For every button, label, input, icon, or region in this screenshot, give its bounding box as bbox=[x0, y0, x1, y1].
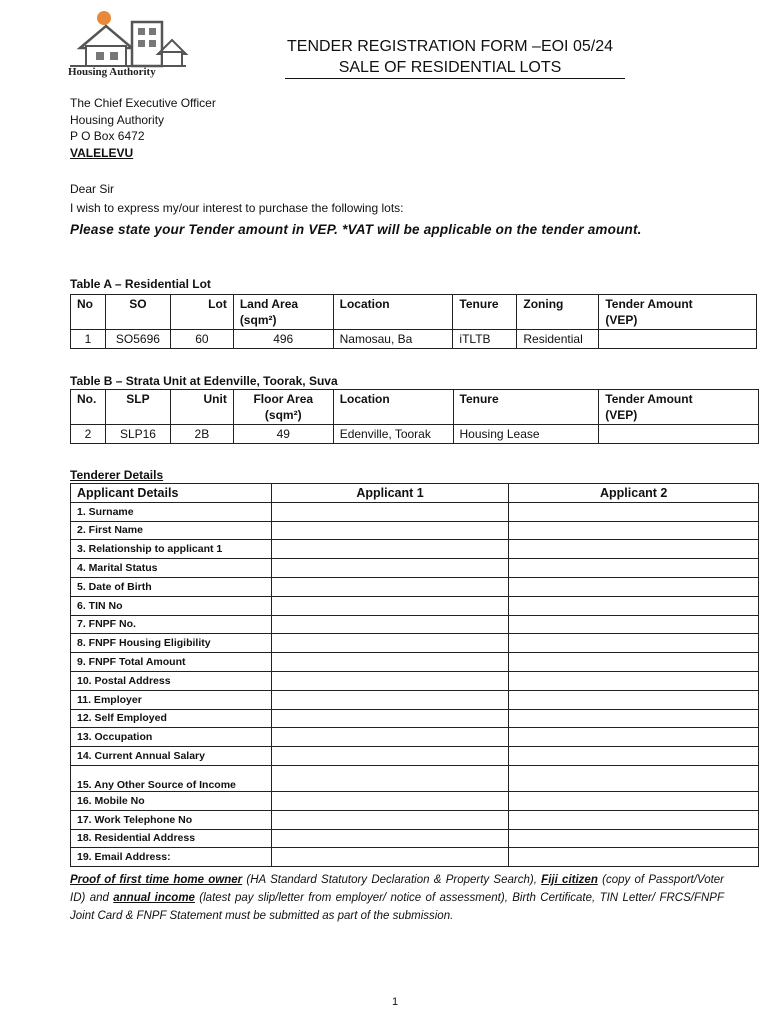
tenderer-details-table bbox=[70, 483, 759, 867]
field-label: 1. Surname bbox=[71, 502, 272, 521]
table-row bbox=[71, 596, 759, 615]
applicant-2-input[interactable] bbox=[509, 502, 759, 521]
vat-notice: Please state your Tender amount in VEP. *VAT will be applicable on the tender amount. bbox=[70, 222, 642, 237]
applicant-2-input[interactable] bbox=[509, 653, 759, 672]
applicant-1-input[interactable] bbox=[271, 559, 509, 578]
header-cell: Applicant 1 bbox=[271, 484, 509, 503]
table-row bbox=[71, 634, 759, 653]
header-cell: Zoning bbox=[517, 295, 599, 330]
field-label: 13. Occupation bbox=[71, 728, 272, 747]
footer-text: (HA Standard Statutory Declaration & Property Search), bbox=[242, 874, 542, 886]
cell: 60 bbox=[170, 330, 233, 349]
header-cell: No bbox=[71, 295, 106, 330]
applicant-1-input[interactable] bbox=[271, 690, 509, 709]
applicant-1-input[interactable] bbox=[271, 709, 509, 728]
table-row bbox=[71, 615, 759, 634]
cell: 1 bbox=[71, 330, 106, 349]
field-label: 18. Residential Address bbox=[71, 829, 272, 848]
applicant-1-input[interactable] bbox=[271, 577, 509, 596]
table-row bbox=[71, 330, 757, 349]
cell: SO5696 bbox=[105, 330, 170, 349]
header-cell: Location bbox=[333, 295, 453, 330]
applicant-1-input[interactable] bbox=[271, 596, 509, 615]
applicant-2-input[interactable] bbox=[509, 810, 759, 829]
cell: Residential bbox=[517, 330, 599, 349]
table-row bbox=[71, 765, 759, 791]
header-text: Land Area bbox=[239, 297, 299, 311]
title-line-2: SALE OF RESIDENTIAL LOTS bbox=[338, 59, 562, 76]
header-cell: Lot bbox=[170, 295, 233, 330]
table-row bbox=[71, 521, 759, 540]
page-number: 1 bbox=[391, 996, 399, 1008]
applicant-2-input[interactable] bbox=[509, 540, 759, 559]
cell: iTLTB bbox=[453, 330, 517, 349]
field-label: 10. Postal Address bbox=[71, 671, 272, 690]
tender-amount-input[interactable] bbox=[599, 425, 759, 444]
table-row bbox=[71, 653, 759, 672]
table-row bbox=[71, 559, 759, 578]
table-header-row bbox=[71, 295, 757, 330]
applicant-1-input[interactable] bbox=[271, 728, 509, 747]
applicant-1-input[interactable] bbox=[271, 634, 509, 653]
applicant-1-input[interactable] bbox=[271, 521, 509, 540]
field-label: 14. Current Annual Salary bbox=[71, 747, 272, 766]
header-cell: SO bbox=[105, 295, 170, 330]
address-line: P O Box 6472 bbox=[70, 129, 145, 143]
header-cell: SLP bbox=[105, 390, 170, 425]
header-text: Tender Amount bbox=[605, 297, 693, 311]
table-a-residential-lot bbox=[70, 294, 757, 349]
table-header-row bbox=[71, 484, 759, 503]
table-row bbox=[71, 540, 759, 559]
field-label: 19. Email Address: bbox=[71, 848, 272, 867]
cell: SLP16 bbox=[105, 425, 170, 444]
field-label: 3. Relationship to applicant 1 bbox=[71, 540, 272, 559]
address-line: The Chief Executive Officer bbox=[70, 96, 216, 110]
applicant-2-input[interactable] bbox=[509, 577, 759, 596]
field-label: 16. Mobile No bbox=[71, 791, 272, 810]
header-cell: Applicant 2 bbox=[509, 484, 759, 503]
cell: 2B bbox=[170, 425, 233, 444]
cell: 496 bbox=[233, 330, 333, 349]
applicant-2-input[interactable] bbox=[509, 521, 759, 540]
header-cell bbox=[233, 390, 333, 425]
header-cell: Unit bbox=[170, 390, 233, 425]
applicant-2-input[interactable] bbox=[509, 747, 759, 766]
cell: Edenville, Toorak bbox=[333, 425, 453, 444]
table-b-strata-unit bbox=[70, 389, 759, 444]
table-row bbox=[71, 848, 759, 867]
field-label: 2. First Name bbox=[71, 521, 272, 540]
header-cell: Tenure bbox=[453, 295, 517, 330]
applicant-2-input[interactable] bbox=[509, 848, 759, 867]
emphasis-text: Fiji citizen bbox=[541, 874, 598, 886]
table-b-caption: Table B – Strata Unit at Edenville, Toorak, Suva bbox=[70, 374, 338, 388]
applicant-2-input[interactable] bbox=[509, 596, 759, 615]
table-header-row bbox=[71, 390, 759, 425]
cell: Namosau, Ba bbox=[333, 330, 453, 349]
field-label: 4. Marital Status bbox=[71, 559, 272, 578]
address-line: VALELEVU bbox=[70, 146, 134, 160]
field-label: 17. Work Telephone No bbox=[71, 810, 272, 829]
applicant-1-input[interactable] bbox=[271, 810, 509, 829]
field-label: 5. Date of Birth bbox=[71, 577, 272, 596]
footer-text: (copy of Passport/Voter ID) and bbox=[70, 874, 725, 904]
applicant-2-input[interactable] bbox=[509, 671, 759, 690]
header-cell: No. bbox=[71, 390, 106, 425]
form-title bbox=[270, 36, 630, 78]
table-row bbox=[71, 425, 759, 444]
header-text: (VEP) bbox=[605, 408, 638, 422]
header-cell: Tenure bbox=[453, 390, 599, 425]
emphasis-text: annual income bbox=[113, 892, 195, 904]
address-line: Housing Authority bbox=[70, 113, 165, 127]
field-label: 7. FNPF No. bbox=[71, 615, 272, 634]
tenderer-caption: Tenderer Details bbox=[70, 468, 164, 482]
applicant-1-input[interactable] bbox=[271, 747, 509, 766]
applicant-2-input[interactable] bbox=[509, 829, 759, 848]
table-row bbox=[71, 502, 759, 521]
table-row bbox=[71, 690, 759, 709]
table-a-caption: Table A – Residential Lot bbox=[70, 277, 211, 291]
field-label: 12. Self Employed bbox=[71, 709, 272, 728]
table-row bbox=[71, 791, 759, 810]
applicant-1-input[interactable] bbox=[271, 540, 509, 559]
intro-text: I wish to express my/our interest to purchase the following lots: bbox=[70, 201, 404, 215]
header-text: Floor Area bbox=[253, 392, 314, 406]
emphasis-text: Proof of first time home owner bbox=[70, 874, 243, 886]
table-row bbox=[71, 810, 759, 829]
header-cell: Location bbox=[333, 390, 453, 425]
applicant-2-input[interactable] bbox=[509, 615, 759, 634]
tender-amount-input[interactable] bbox=[599, 330, 757, 349]
cell: 2 bbox=[71, 425, 106, 444]
header-text: (sqm²) bbox=[264, 408, 302, 422]
header-cell: Applicant Details bbox=[71, 484, 272, 503]
applicant-2-input[interactable] bbox=[509, 690, 759, 709]
field-label: 9. FNPF Total Amount bbox=[71, 653, 272, 672]
field-label: 6. TIN No bbox=[71, 596, 272, 615]
applicant-1-input[interactable] bbox=[271, 615, 509, 634]
field-label: 15. Any Other Source of Income bbox=[71, 765, 272, 791]
header-text: (VEP) bbox=[605, 313, 638, 327]
table-row bbox=[71, 728, 759, 747]
field-label: 11. Employer bbox=[71, 690, 272, 709]
table-row bbox=[71, 577, 759, 596]
salutation: Dear Sir bbox=[70, 182, 115, 196]
applicant-2-input[interactable] bbox=[509, 709, 759, 728]
header-text: Tender Amount bbox=[605, 392, 693, 406]
table-row bbox=[71, 709, 759, 728]
cell: Housing Lease bbox=[453, 425, 599, 444]
field-label: 8. FNPF Housing Eligibility bbox=[71, 634, 272, 653]
logo-text: Housing Authority bbox=[68, 66, 156, 78]
applicant-1-input[interactable] bbox=[271, 765, 509, 791]
applicant-2-input[interactable] bbox=[509, 728, 759, 747]
header-cell bbox=[599, 390, 759, 425]
table-row bbox=[71, 747, 759, 766]
applicant-1-input[interactable] bbox=[271, 829, 509, 848]
applicant-1-input[interactable] bbox=[271, 848, 509, 867]
header-cell bbox=[233, 295, 333, 330]
header-text: (sqm²) bbox=[239, 313, 277, 327]
applicant-2-input[interactable] bbox=[509, 791, 759, 810]
footer-text: (latest pay slip/letter from employer/ notice of assessment), Birth Certificate, TIN Letter/ FRCS/FNPF Joint Card & FNPF Statement must be submitted as part of the submission. bbox=[70, 892, 724, 922]
table-row bbox=[71, 829, 759, 848]
applicant-1-input[interactable] bbox=[271, 791, 509, 810]
applicant-2-input[interactable] bbox=[509, 765, 759, 791]
applicant-2-input[interactable] bbox=[509, 559, 759, 578]
submission-requirements bbox=[70, 871, 724, 925]
applicant-1-input[interactable] bbox=[271, 653, 509, 672]
applicant-1-input[interactable] bbox=[271, 671, 509, 690]
table-row bbox=[71, 671, 759, 690]
title-underline bbox=[285, 78, 625, 79]
applicant-1-input[interactable] bbox=[271, 502, 509, 521]
title-line-1: TENDER REGISTRATION FORM –EOI 05/24 bbox=[287, 38, 613, 55]
header-cell bbox=[599, 295, 757, 330]
applicant-2-input[interactable] bbox=[509, 634, 759, 653]
cell: 49 bbox=[233, 425, 333, 444]
